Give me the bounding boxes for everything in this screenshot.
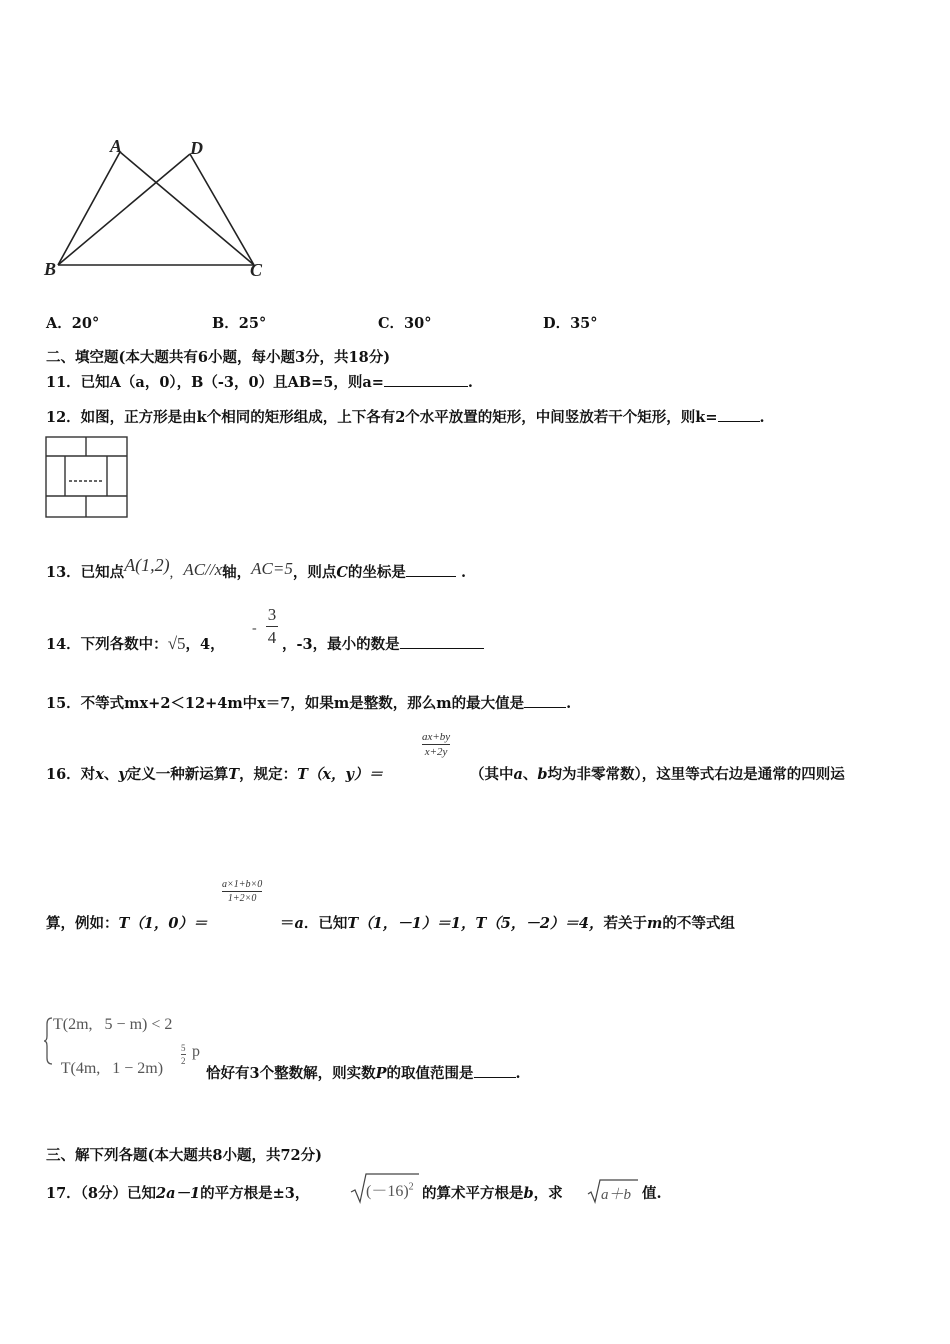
question-prefix: 13．已知点	[46, 564, 125, 581]
question-16-line2-left	[46, 912, 207, 933]
var-p: P	[375, 1065, 387, 1082]
condition-length: AC=5	[251, 559, 293, 578]
var-m: m	[647, 915, 663, 932]
option-letter: C．	[378, 315, 405, 332]
question-text: 的不等式组	[662, 915, 735, 932]
fraction-neg-three-quarters	[254, 605, 278, 648]
label-c: C	[250, 260, 263, 280]
question-text: ．已知	[303, 915, 348, 932]
question-16-line1-left	[46, 763, 383, 784]
option-d	[543, 312, 598, 333]
number-four: ，4，	[185, 636, 225, 653]
option-value: 25°	[238, 315, 267, 332]
fraction-definition	[422, 731, 450, 758]
var-a: a	[294, 915, 304, 932]
section-heading: 二、填空题(本大题共有6小题，每小题3分，共18分)	[46, 349, 391, 366]
question-text: 12．如图，正方形是由k个相同的矩形组成，上下各有2个水平放置的矩形，中间竖放若干个矩形，则k=	[46, 409, 718, 426]
denominator: x+2y	[424, 746, 448, 758]
question-text: 定义一种新运算	[126, 766, 229, 783]
answer-blank[interactable]	[406, 562, 456, 577]
denominator: 4	[267, 628, 277, 647]
question-text: （其中	[470, 766, 514, 783]
question-text: 15．不等式mx+2＜12+4m中x＝7，如果m是整数，那么m的最大值是	[46, 695, 525, 712]
sqrt-radicand	[366, 1178, 414, 1201]
t-example: T（1，0）＝	[118, 915, 208, 932]
t-definition: T（x，y）＝	[297, 766, 383, 783]
var-p-system: p	[192, 1043, 200, 1060]
denominator: 1+2×0	[227, 893, 257, 904]
point-c: C	[336, 564, 348, 581]
option-letter: B．	[212, 315, 239, 332]
question-text: 算，例如：	[46, 915, 119, 932]
question-text: 的算术平方根是	[422, 1185, 524, 1202]
question-text: ，求	[533, 1185, 563, 1202]
option-a	[46, 312, 99, 333]
numerator: a×1+b×0	[222, 879, 263, 890]
question-16-line1-right	[470, 763, 845, 784]
label-d: D	[190, 138, 203, 158]
option-value: 35°	[570, 315, 598, 332]
var-y: y	[118, 766, 127, 783]
numerator: 3	[267, 605, 277, 624]
answer-blank[interactable]	[400, 634, 484, 649]
var-b: b	[523, 1185, 534, 1202]
question-12	[46, 406, 765, 427]
question-16-line3	[206, 1062, 521, 1083]
question-14-tail	[282, 633, 484, 654]
system-inequality-2	[53, 1042, 167, 1078]
question-11	[46, 371, 473, 392]
answer-blank[interactable]	[384, 372, 468, 387]
period: .	[566, 695, 572, 712]
question-14	[46, 633, 225, 654]
answer-blank[interactable]	[474, 1063, 516, 1078]
question-17	[46, 1182, 309, 1203]
question-text: ，规定：	[239, 766, 298, 783]
question-17-mid	[422, 1182, 563, 1203]
period: .	[467, 374, 473, 391]
question-text: 的平方根是±3，	[200, 1185, 310, 1202]
label-b: B	[44, 259, 57, 279]
numerator: 5	[181, 1043, 186, 1053]
equals: ＝	[280, 915, 295, 932]
option-letter: D．	[543, 315, 571, 332]
separator: 、	[522, 766, 538, 783]
question-text: 的取值范围是	[386, 1065, 474, 1082]
question-prefix: 14．下列各数中：	[46, 636, 168, 653]
question-text: 均为非零常数），这里等式右边是通常的四则运	[547, 766, 845, 783]
given-t2: T（5，－2）＝4，	[475, 915, 604, 932]
radicand-base: (－16)	[366, 1183, 409, 1200]
option-value: 30°	[404, 315, 432, 332]
answer-blank[interactable]	[524, 693, 566, 708]
point-a: A(1,2)	[124, 555, 170, 575]
axis-text: 轴，	[222, 564, 252, 581]
comma: ,	[169, 565, 174, 581]
minus-sign: -	[252, 621, 257, 636]
denominator: 2	[181, 1056, 186, 1066]
triangle-figure	[40, 130, 280, 290]
answer-blank[interactable]	[718, 407, 760, 422]
rectangle-square-figure	[45, 436, 129, 520]
system-inequality-1: T(2m, 5 − m) < 2	[53, 1016, 173, 1033]
sqrt-five: √5	[167, 634, 186, 653]
question-17-end: 值.	[642, 1185, 662, 1202]
inequality-text: T(4m, 1 − 2m)	[60, 1060, 168, 1077]
question-13	[46, 555, 466, 582]
question-text: ，-3，最小的数是	[282, 636, 400, 653]
option-b	[212, 312, 266, 333]
question-15	[46, 692, 571, 713]
period: .	[515, 1065, 521, 1082]
option-value: 20°	[71, 315, 100, 332]
question-text: 的坐标是	[347, 564, 406, 581]
period: .	[759, 409, 765, 426]
var-t: T	[228, 766, 240, 783]
fraction-five-halves	[181, 1043, 186, 1066]
question-text: 若关于	[603, 915, 648, 932]
fraction-example	[222, 879, 262, 904]
label-a: A	[110, 136, 123, 156]
option-letter: A．	[46, 315, 72, 332]
question-prefix: 16．对	[46, 766, 96, 783]
question-text: 11．已知A（a，0），B（-3，0）且AB=5，则a=	[46, 374, 384, 391]
expression: 2a－1	[156, 1185, 201, 1202]
sqrt-a-plus-b: a＋b	[601, 1187, 632, 1203]
question-prefix: 17．（8分）已知	[46, 1185, 157, 1202]
condition-parallel: AC//x	[183, 560, 223, 579]
var-x: x	[95, 766, 104, 783]
section-heading: 三、解下列各题(本大题共8小题，共72分)	[46, 1147, 322, 1164]
option-c	[378, 312, 431, 333]
var-b: b	[537, 766, 548, 783]
exponent: 2	[408, 1181, 414, 1193]
separator: 、	[103, 766, 119, 783]
given-t1: T（1，－1）＝1，	[347, 915, 476, 932]
question-text: ，则点	[292, 564, 337, 581]
var-a: a	[513, 766, 523, 783]
numerator: ax+by	[422, 731, 451, 743]
question-16-line2-right	[280, 912, 735, 933]
question-text: 恰好有3个整数解，则实数	[206, 1065, 376, 1082]
period: .	[460, 564, 466, 581]
